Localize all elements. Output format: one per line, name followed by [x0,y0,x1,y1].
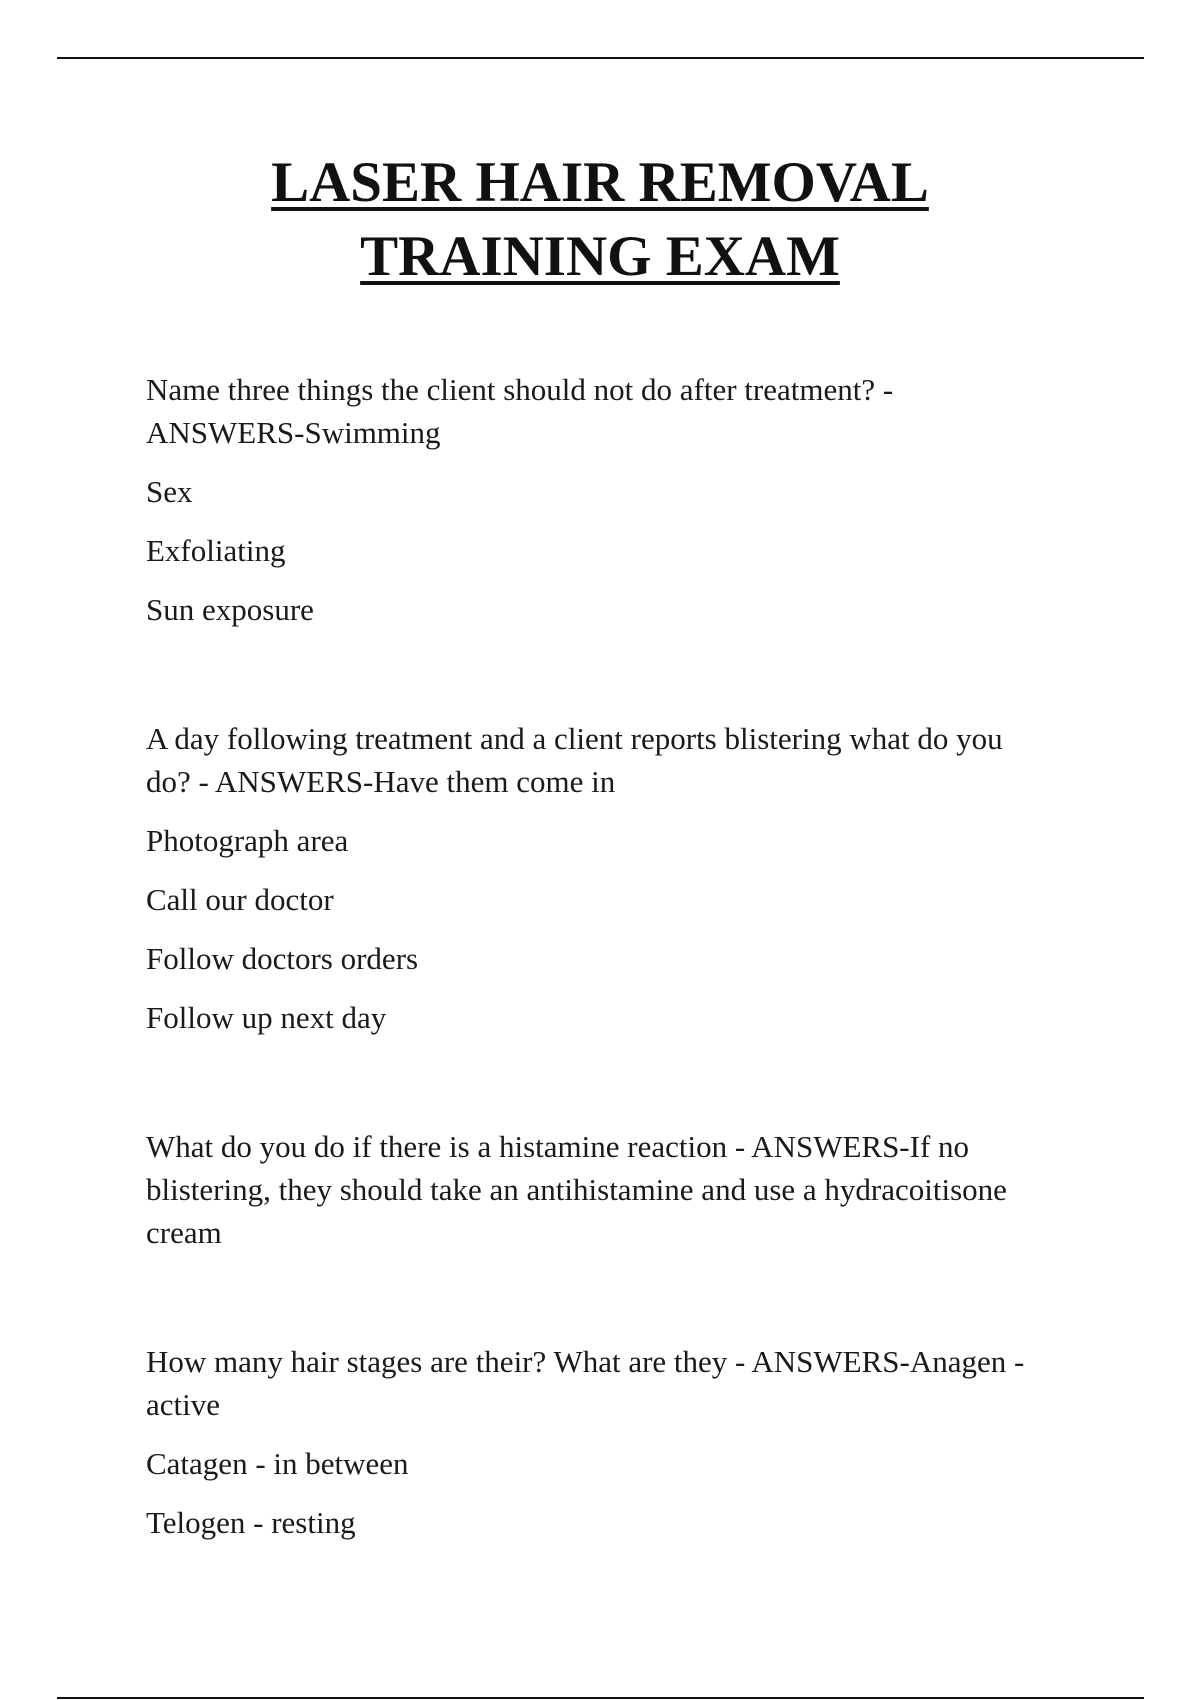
qa-question: A day following treatment and a client reports blistering what do you do? - ANSWERS-Have them come in [146,721,1003,799]
qa-question: How many hair stages are their? What are they - ANSWERS-Anagen - active [146,1344,1025,1422]
qa-list [146,368,1046,1544]
qa-answer-line: Follow up next day [146,1000,387,1035]
document-title [0,146,1200,294]
qa-question: Name three things the client should not do after treatment? - ANSWERS-Swimming [146,372,894,450]
title-line-2: TRAINING EXAM [360,225,840,288]
qa-answer-line: Sex [146,474,193,509]
qa-item [146,1340,1046,1544]
title-line-1: LASER HAIR REMOVAL [271,151,929,214]
qa-answer-line: Telogen - resting [146,1505,356,1540]
qa-answer-line: Exfoliating [146,533,286,568]
qa-answer-line: Follow doctors orders [146,941,419,976]
top-rule [57,57,1144,59]
bottom-rule [57,1697,1144,1699]
qa-question: What do you do if there is a histamine reaction - ANSWERS-If no blistering, they should take an antihistamine and use a hydracoitisone cream [146,1129,1007,1250]
qa-item [146,717,1046,1039]
qa-answer-line: Call our doctor [146,882,334,917]
qa-answer-line: Catagen - in between [146,1446,409,1481]
qa-item [146,368,1046,631]
qa-answer-line: Photograph area [146,823,349,858]
qa-item [146,1125,1046,1254]
qa-answer-line: Sun exposure [146,592,314,627]
